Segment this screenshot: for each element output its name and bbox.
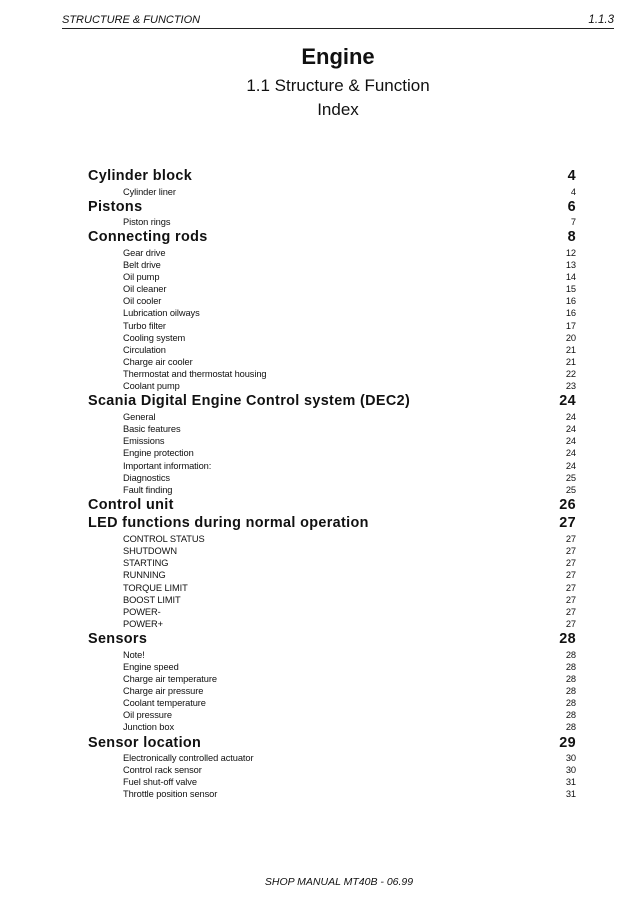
table-of-contents [88, 167, 576, 801]
toc-subentry-label: Note! [123, 649, 145, 660]
toc-page-number: 4 [567, 168, 576, 184]
toc-subentry-label: Charge air pressure [123, 686, 204, 696]
toc-subentry-label: SHUTDOWN [123, 546, 177, 557]
toc-page-number: 14 [565, 272, 576, 283]
toc-subentry [123, 380, 576, 392]
toc-page-number: 13 [565, 259, 576, 270]
toc-subentry [123, 186, 576, 198]
toc-subentry-label: Piston rings [123, 217, 171, 228]
toc-page-number: 7 [570, 217, 576, 228]
toc-subentry [123, 320, 576, 332]
toc-subentry-label: Fuel shut-off valve [123, 777, 197, 788]
toc-subentry [123, 283, 576, 295]
toc-subentry [123, 569, 576, 581]
toc-subentry-label: Electronically controlled actuator [123, 753, 254, 764]
toc-subentry [123, 484, 576, 496]
toc-section-title: LED functions during normal operation [88, 515, 369, 532]
toc-page-number: 28 [565, 698, 576, 709]
toc-subentry-label: Fault finding [123, 484, 173, 495]
toc-subentry [123, 582, 576, 594]
toc-page-number: 31 [565, 777, 576, 788]
index-heading: Index [317, 100, 359, 119]
toc-subentry-label: General [123, 411, 156, 422]
toc-subentry-label: Throttle position sensor [123, 789, 218, 800]
toc-subentry-label: Cylinder liner [123, 186, 176, 197]
toc-page-number: 16 [565, 296, 576, 307]
page-subtitle: 1.1 Structure & Function [246, 76, 430, 95]
toc-page-number: 24 [565, 411, 576, 422]
toc-section-title: Sensor location [88, 734, 202, 751]
toc-page-number: 24 [565, 424, 576, 435]
toc-subentry [123, 721, 576, 733]
toc-subentry-label: Oil pump [123, 272, 160, 283]
toc-subentry [123, 307, 576, 319]
toc-page-number: 15 [565, 284, 576, 295]
toc-page-number: 29 [559, 734, 576, 751]
toc-subentry-label: Cooling system [123, 332, 186, 343]
toc-page-number: 31 [565, 789, 576, 800]
toc-subentry [123, 295, 576, 307]
toc-page-number: 27 [565, 618, 576, 629]
toc-page-number: 28 [565, 661, 576, 672]
toc-page-number: 24 [559, 393, 576, 410]
toc-page-number: 26 [559, 496, 576, 513]
toc-section-title: Sensors [88, 631, 148, 648]
toc-section-entry [88, 392, 576, 411]
toc-page-number: 28 [565, 710, 576, 721]
toc-subentry [123, 557, 576, 569]
toc-page-number: 6 [567, 198, 576, 215]
toc-subentry [123, 216, 576, 228]
toc-subentry [123, 460, 576, 472]
page-footer: SHOP MANUAL MT40B - 06.99 [264, 876, 414, 888]
toc-subentry [123, 594, 576, 606]
toc-page-number: 27 [565, 582, 576, 593]
toc-page-number: 28 [565, 649, 576, 660]
toc-page-number: 27 [565, 570, 576, 581]
toc-subentry-label: STARTING [123, 558, 169, 569]
toc-subentry-label: POWER- [123, 606, 161, 617]
toc-subentry [123, 788, 576, 800]
toc-subentry-label: Charge air cooler [123, 357, 193, 368]
toc-subentry-label: RUNNING [123, 570, 166, 581]
toc-section-entry [88, 514, 576, 533]
toc-subentry [123, 618, 576, 630]
toc-subentry-label: Lubrication oilways [123, 308, 200, 319]
toc-page-number: 12 [565, 247, 576, 258]
toc-page-number: 23 [565, 381, 576, 392]
toc-subentry [123, 447, 576, 459]
toc-page-number: 27 [565, 594, 576, 605]
toc-section-entry [88, 734, 576, 753]
toc-page-number: 28 [565, 686, 576, 696]
toc-subentry [123, 685, 576, 697]
toc-subentry-label: Emissions [123, 436, 165, 447]
toc-page-number: 27 [565, 606, 576, 617]
toc-subentry [123, 344, 576, 356]
toc-section-title: Scania Digital Engine Control system (DEC2) [88, 393, 411, 410]
toc-subentry-label: CONTROL STATUS [123, 533, 205, 544]
toc-subentry [123, 356, 576, 368]
toc-subentry [123, 271, 576, 283]
toc-subentry-label: Turbo filter [123, 320, 166, 331]
toc-subentry-label: Coolant temperature [123, 698, 206, 709]
toc-page-number: 21 [565, 344, 576, 355]
toc-subentry [123, 545, 576, 557]
toc-page-number: 28 [559, 631, 576, 648]
toc-page-number: 21 [565, 357, 576, 368]
toc-subentry [123, 368, 576, 380]
toc-page-number: 27 [559, 515, 576, 532]
toc-section-title: Cylinder block [88, 168, 193, 184]
toc-subentry [123, 649, 576, 661]
toc-subentry-label: Gear drive [123, 247, 166, 258]
toc-subentry-label: Oil pressure [123, 710, 172, 721]
toc-subentry-label: Engine protection [123, 448, 194, 459]
toc-page-number: 28 [565, 673, 576, 684]
toc-page-number: 27 [565, 546, 576, 557]
toc-subentry [123, 606, 576, 618]
toc-page-number: 28 [565, 722, 576, 733]
toc-page-number: 22 [565, 369, 576, 380]
toc-section-entry [88, 496, 576, 515]
toc-subentry [123, 709, 576, 721]
toc-subentry-label: Engine speed [123, 661, 179, 672]
toc-subentry [123, 472, 576, 484]
toc-subentry-label: Charge air temperature [123, 673, 217, 684]
toc-subentry-label: Diagnostics [123, 472, 170, 483]
toc-page-number: 24 [565, 460, 576, 471]
toc-page-number: 25 [565, 472, 576, 483]
toc-subentry [123, 752, 576, 764]
toc-subentry-label: Oil cooler [123, 296, 162, 307]
toc-subentry [123, 247, 576, 259]
page-header [62, 12, 614, 29]
page-title: Engine [301, 44, 375, 69]
toc-subentry-label: POWER+ [123, 618, 163, 629]
toc-page-number: 4 [570, 186, 576, 197]
toc-subentry [123, 435, 576, 447]
toc-subentry [123, 764, 576, 776]
toc-section-title: Pistons [88, 198, 143, 215]
toc-section-title: Connecting rods [88, 229, 208, 246]
toc-page-number: 24 [565, 448, 576, 459]
toc-subentry-label: Important information: [123, 460, 212, 471]
toc-page-number: 8 [567, 229, 576, 246]
toc-subentry [123, 661, 576, 673]
toc-subentry-label: Thermostat and thermostat housing [123, 369, 267, 380]
toc-section-title: Control unit [88, 496, 174, 513]
toc-subentry-label: Belt drive [123, 259, 161, 270]
toc-subentry-label: Junction box [123, 722, 174, 733]
toc-section-entry [88, 630, 576, 649]
header-page-number: 1.1.3 [588, 14, 614, 26]
toc-page-number: 30 [565, 753, 576, 764]
toc-subentry [123, 411, 576, 423]
toc-section-entry [88, 228, 576, 247]
toc-section-entry [88, 167, 576, 186]
toc-subentry-label: BOOST LIMIT [123, 594, 181, 605]
toc-page-number: 16 [565, 308, 576, 319]
toc-subentry-label: TORQUE LIMIT [123, 582, 188, 593]
toc-subentry [123, 423, 576, 435]
toc-page-number: 17 [565, 320, 576, 331]
toc-page-number: 24 [565, 436, 576, 447]
toc-page-number: 20 [565, 332, 576, 343]
toc-subentry [123, 776, 576, 788]
toc-subentry [123, 259, 576, 271]
toc-section-entry [88, 198, 576, 217]
toc-page-number: 27 [565, 558, 576, 569]
toc-page-number: 25 [565, 484, 576, 495]
toc-subentry-label: Control rack sensor [123, 765, 202, 776]
toc-subentry-label: Oil cleaner [123, 284, 167, 295]
toc-subentry [123, 533, 576, 545]
toc-subentry-label: Coolant pump [123, 381, 180, 392]
toc-subentry-label: Basic features [123, 424, 181, 435]
toc-subentry [123, 332, 576, 344]
header-section-title: STRUCTURE & FUNCTION [62, 14, 201, 26]
toc-subentry [123, 697, 576, 709]
toc-subentry [123, 673, 576, 685]
toc-page-number: 30 [565, 765, 576, 776]
toc-page-number: 27 [565, 533, 576, 544]
toc-subentry-label: Circulation [123, 344, 166, 355]
